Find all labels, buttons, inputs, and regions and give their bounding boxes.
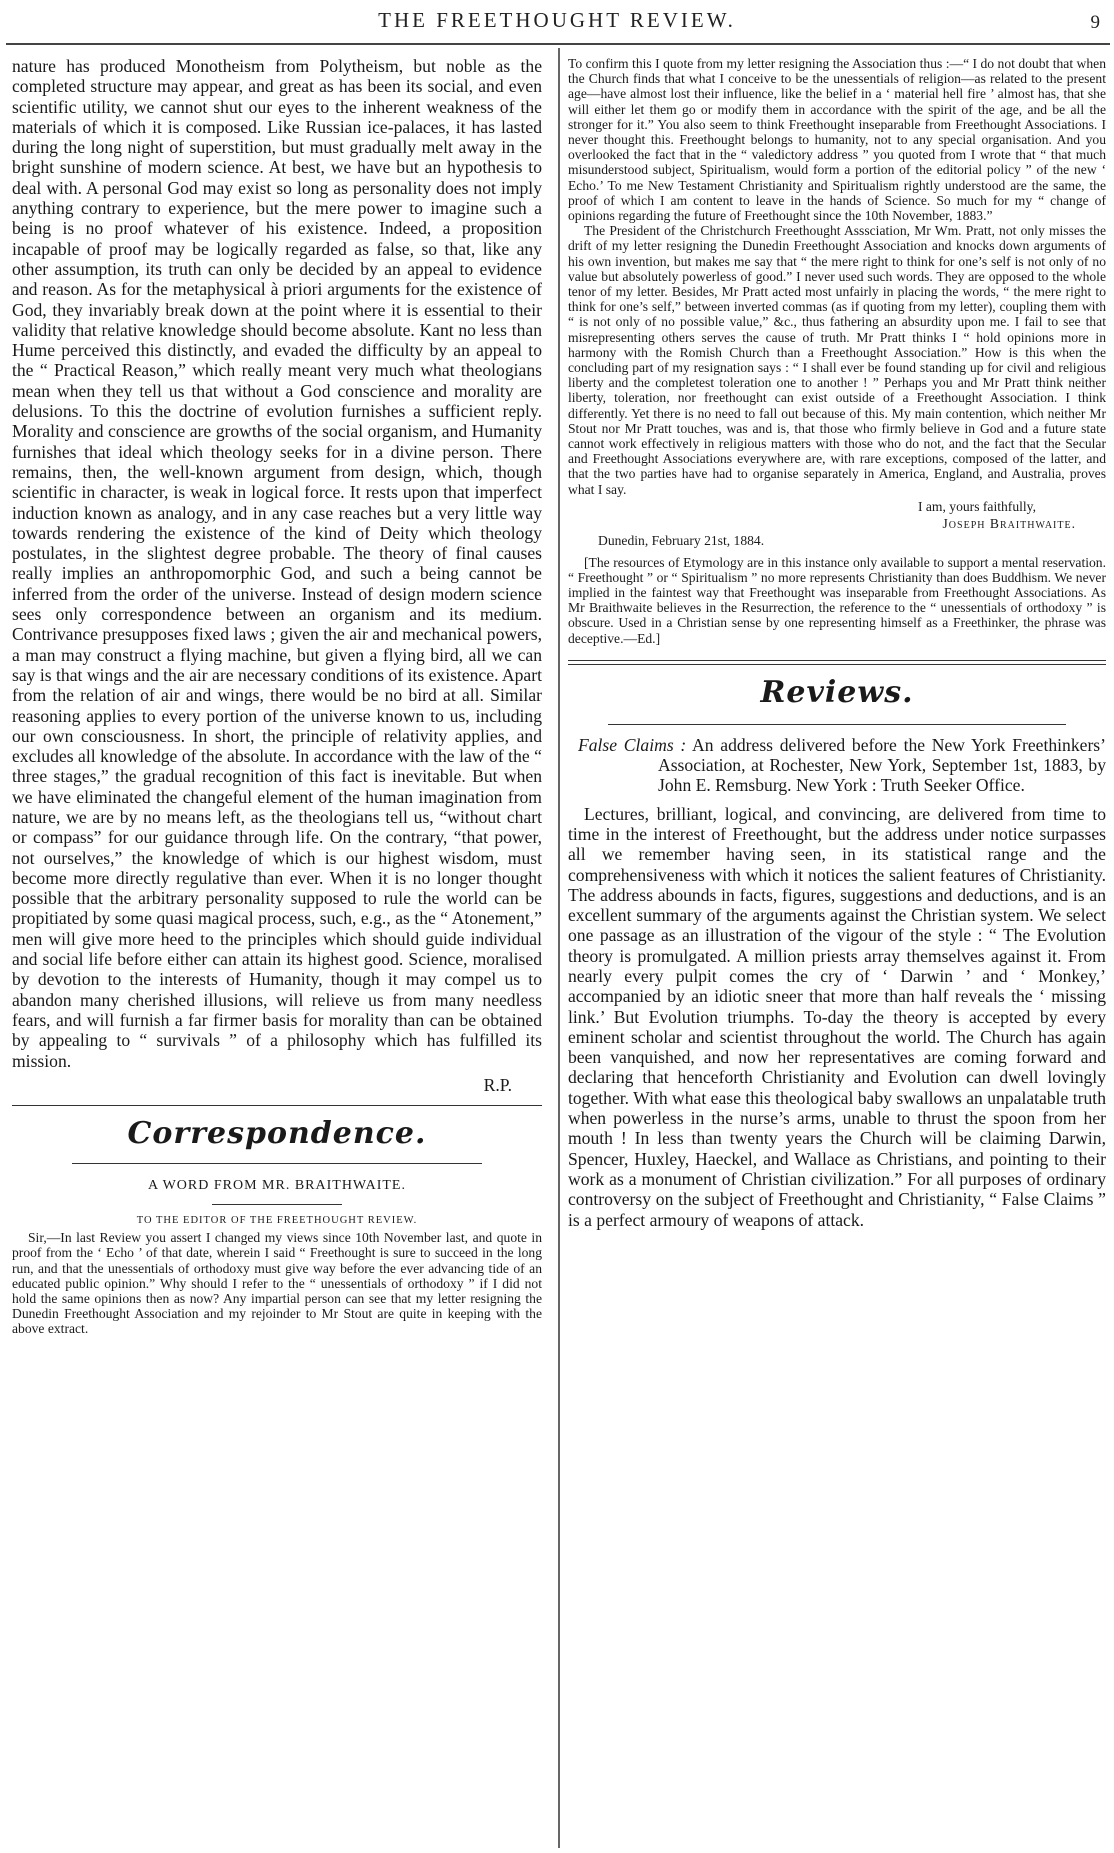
review-body: Lectures, brilliant, logical, and convincing, are delivered from time to time in the interest of Freethought, but the address under notice surpasses all we remember having seen, in its statistical range and the comprehensiveness with which it notices the salient features of Christianity. The address abounds in facts, figures, suggestions and deductions, and is an excellent summary of the arguments against the Christian system. We select one passage as an illustration of the vigour of the style : “ The Evolution theory is promulgated. A million priests array themselves against it. From nearly every pulpit comes the cry of ‘ Darwin ’ and ‘ Monkey,’ accompanied by an idiotic sneer that more than half reveals the ‘ missing link.’ But Evolution triumphs. To-day the theory is accepted by every eminent scholar and scientist throughout the world. The Church has again been vanquished, and now her representatives are coming forward and declaring that henceforth Christianity and Evolution can dwell lovingly together. With what ease this theological baby swallows an unpalatable truth when powerless in the nurse’s arms, unable to thrust the spoon from her mouth ! In less than twenty years the Church will be claiming Darwin, Spencer, Huxley, Haeckel, and Wallace as Christians, and pointing to their work as a monument of Christian civilization.” For all purposes of ordinary controversy on the subject of Freethought and Christianity, “ False Claims ” is a perfect armoury of weapons of attack. [568, 803, 1106, 1230]
reviews-underline [608, 724, 1066, 725]
heading-underline [72, 1163, 482, 1164]
essay-signature: R.P. [483, 1074, 512, 1095]
letter-signature: Joseph Braithwaite. [942, 516, 1076, 532]
section-divider [12, 1105, 542, 1106]
correspondence-heading: Correspondence. [127, 1116, 427, 1152]
letter-continuation: To confirm this I quote from my letter resigning the Association thus :—“ I do not doubt that when the Church finds that what I conceive to be the unessentials of religion—as related to the present age—have almost lost their influence, like the belief in a ‘ material hell fire ’ almost has, that she will either let them go or modify them in accordance with the spirit of the age, and be all the stronger for it.” You also seem to think Freethought inseparable from Freethought Associations. I never thought this. Freethought belongs to humanity, not to any special organisation. And you overlooked the fact that in the “ valedictory address ” you quoted from I wrote that “ that much misunderstood subject, Spiritualism, would form a portion of the editorial policy ” of the new ‘ Echo.’ To me New Testament Christianity and Spiritualism rightly understood are the same, the proof of which I am content to leave in the hands of Science. So much for my “ change of opinions regarding the future of Freethought since the 10th November, 1883.” [568, 56, 1106, 224]
review-source: An address delivered before the New York Freethinkers’ Association, at Rochester, New York, September 1st, 1883, by John E. Remsburg. New York : Truth Seeker Office. [658, 734, 1106, 796]
review-book-title: False Claims : [578, 734, 687, 755]
review-citation [568, 735, 1106, 796]
page-number: 9 [1090, 12, 1100, 33]
publication-title: THE FREETHOUGHT REVIEW. [378, 8, 736, 32]
letter-closing: I am, yours faithfully, [917, 498, 1036, 514]
letter-addressee: TO THE EDITOR OF THE FREETHOUGHT REVIEW. [136, 1215, 418, 1227]
reviews-heading: Reviews. [760, 674, 914, 710]
letter-title: A WORD FROM MR. BRAITHWAITE. [148, 1178, 406, 1194]
letter-paragraph-2: The President of the Christchurch Freethought Asssciation, Mr Wm. Pratt, not only misses the drift of my letter resigning the Dunedin Freethought Association and knocks down arguments of his own invention, but makes me say that “ the mere right to think for one’s self is not only of no value but absolutely powerless of good.” I never used such words. They are opposed to the whole tenor of my letter. Besides, Mr Pratt acted most unfairly in placing the words, “ the mere right to think for one’s self,” between inverted commas (as if quoting from my letter), coupling them with “ is not only of no possible value,” &c., thus fathering an absurdity upon me. I fail to see that misrepresenting others serves the cause of truth. Mr Pratt thinks I “ hold opinions more in harmony with the Romish Church than a Freethought Association.” How is this when the concluding part of my resignation says : “ I shall ever be found standing up for civil and religious liberty and the completest toleration one to another ! ” Perhaps you and Mr Pratt think neither liberty, toleration, nor freethought can exist outside of a Freethought Association. I think differently. Yet there is no need to fall out because of this. My main contention, which neither Mr Stout nor Mr Pratt touches, was and is, that those who firmly believe in God and a future state cannot work effectively in religious matters with those who do not, and the fact that the Secular and Freethought Associations everywhere are, with rare exceptions, composed of the latter, and that the two parties have had to organise separately in America, England, and Australia, proves what I say. [568, 223, 1106, 497]
letter-dateline: Dunedin, February 21st, 1884. [598, 533, 765, 549]
editor-note: [The resources of Etymology are in this instance only available to support a mental reservation. “ Freethought ” or “ Spiritualism ” no more represents Christianity than does Buddhism. We never implied in the faintest way that Freethought was inseparable from Freethought Associations. As Mr Braithwaite believes in the Resurrection, the reference to the “ unessentials of orthodoxy ” is obscure. Used in a Christian sense by one representing himself as a Freethinker, the phrase was deceptive.—Ed.] [568, 554, 1106, 646]
title-underline [212, 1204, 342, 1205]
column-rule [558, 48, 560, 1848]
essay-text: nature has produced Monotheism from Polytheism, but noble as the completed structure may appear, and great as has been its social, and even scientific utility, we cannot shut our eyes to the inherent weakness of the materials of which it is composed. Like Russian ice-palaces, it has lasted during the long night of superstition, but must gradually melt away in the bright sunshine of modern science. At best, we have but an hypothesis to deal with. A personal God may exist so long as personality does not imply anything contrary to experience, but the mere power to imagine such a being is no proof whatever of his existence. Indeed, a proposition incapable of proof may be logically regarded as false, so that, like any other assumption, its truth can only be decided by an appeal to evidence and reason. As for the metaphysical à priori arguments for the existence of God, they invariably break down at the point where it is essential to their validity that relative knowledge should become absolute. Kant no less than Hume perceived this distinctly, and evaded the difficulty by an appeal to the “ Practical Reason,” which really meant very much what theologians mean when they tell us that without a God conscience and morality are delusions. To this the doctrine of evolution furnishes a sufficient reply. Morality and conscience are growths of the social organism, and Humanity furnishes that ideal which theology seeks for in a divine person. There remains, then, the well-known argument from design, which, though scientific in character, is weak in logical force. It rests upon that imperfect induction known as analogy, and in any case reaches but a very little way towards rendering the existence of the kind of Deity which theology postulates, in the slightest degree probable. The theory of final causes really implies an anthropomorphic God, and such a being cannot be inferred from the order of the universe. Instead of design modern science sees only correspondence between an organism and its medium. Contrivance presupposes fixed laws ; given the air and mechanical powers, a man may construct a flying machine, but given a flying bird, all we can say is that wings and the air are necessary conditions of its existence. Apart from the relation of air and wings, there would be no bird at all. Similar reasoning applies to every portion of the universe known to us, including our own consciousness. In short, the principle of relativity applies, and excludes all knowledge of the absolute. In accordance with the law of the “ three stages,” the gradual recognition of this fact is inevitable. But when we have eliminated the changeful element of the human imagination from nature, we are by no means left, as the theologians tell us, “without chart or compass” for our guidance through life. On the contrary, “that power, not ourselves,” the knowledge of which is our highest wisdom, must become more directly regulative than ever. When it is no longer thought possible that the arbitrary personality supposed to rule the world can be propitiated by some quasi magical process, such, e.g., as the “ Atonement,” men will give more heed to the principles which should guide individual and social life before either can attain its highest good. Science, moralised by devotion to the interests of Humanity, though it may compel us to abandon many cherished illusions, will relieve us from many needless fears, and will furnish a far firmer basis for morality than can be obtained by appealing to “ survivals ” of a philosophy which has fulfilled its mission. [12, 56, 542, 1071]
masthead [0, 6, 1114, 40]
header-rule [6, 43, 1110, 45]
section-divider-right [568, 660, 1106, 665]
letter-opening: Sir,—In last Review you assert I changed my views since 10th November last, and quote in proof from the ‘ Echo ’ of that date, wherein I said “ Freethought is sure to succeed in the long run, and that the unessentials of orthodoxy must give way before the ever advancing tide of an educated public opinion.” Why should I refer to the “ unessentials of orthodoxy ” if I did not hold the same opinions then as now? Any impartial person can see that my letter resigning the Dunedin Freethought Association and my rejoinder to Mr Stout are quite in keeping with the above extract. [12, 1230, 542, 1337]
right-column [568, 56, 1106, 1230]
left-column [12, 56, 542, 1337]
